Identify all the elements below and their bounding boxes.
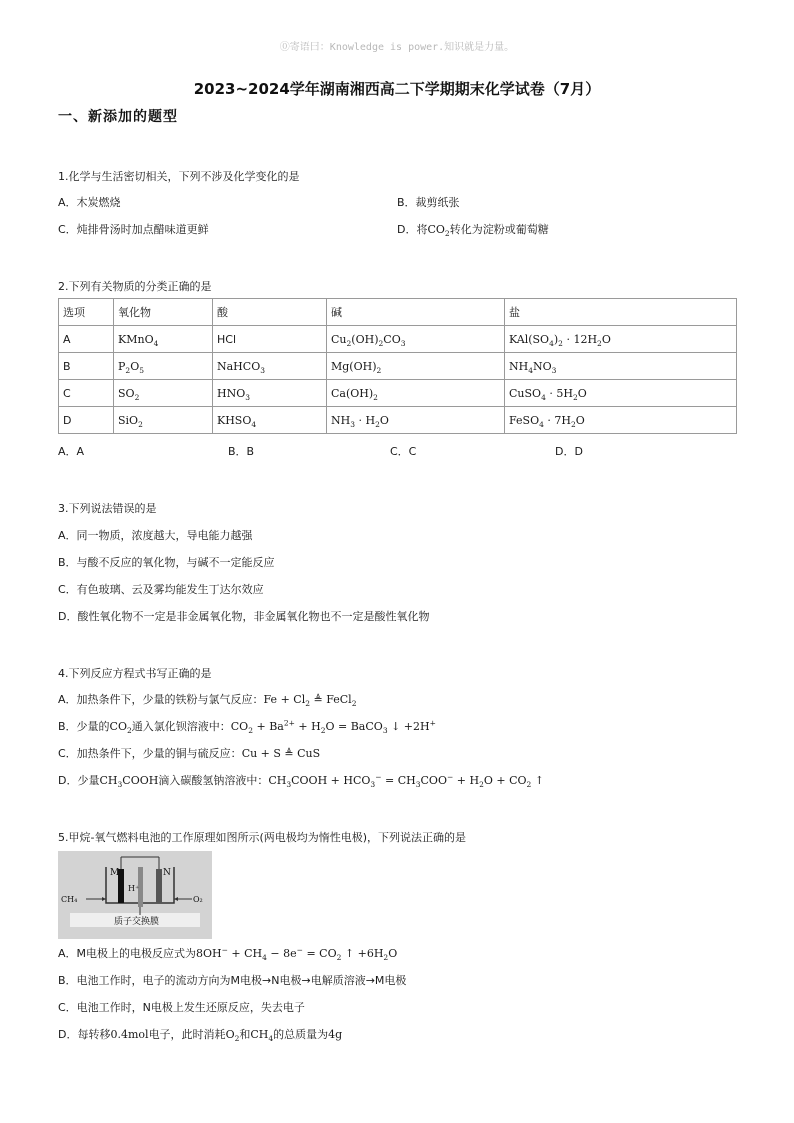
table-row <box>59 380 737 407</box>
q3-option-d[interactable]: D．酸性氧化物不一定是非金属氧化物，非金属氧化物也不一定是酸性氧化物 <box>58 610 430 623</box>
row-label: B <box>59 353 114 380</box>
q1-option-d[interactable]: D．将$CO_2$转化为淀粉或葡萄糖 <box>397 223 549 239</box>
label-membrane: 质子交换膜 <box>114 917 160 927</box>
q5-option-a[interactable]: A．M电极上的电极反应式为$8OH^- + CH_4 - 8e^- = CO_2$ ↑ $+6H_2O$ <box>58 945 398 963</box>
q4-option-b[interactable]: B．少量的$CO_2$通入氯化钡溶液中：$CO_2 + Ba^{2+} + H_2O$ = BaCO$_3$ ↓ +2H+ <box>58 718 436 736</box>
row-label: C <box>59 380 114 407</box>
header-salt: 盐 <box>505 299 737 326</box>
table-row <box>59 326 737 353</box>
fuel-cell-diagram <box>58 851 212 939</box>
q2-stem: 2.下列有关物质的分类正确的是 <box>58 280 212 293</box>
q4-stem: 4.下列反应方程式书写正确的是 <box>58 667 212 680</box>
q1-option-c[interactable]: C．炖排骨汤时加点醋味道更鲜 <box>58 223 209 236</box>
q3-option-c[interactable]: C．有色玻璃、云及雾均能发生丁达尔效应 <box>58 583 264 596</box>
q2-option-a[interactable]: A．A <box>58 445 85 458</box>
row-label: D <box>59 407 114 434</box>
q2-option-d[interactable]: D．D <box>555 445 583 458</box>
q3-option-b[interactable]: B．与酸不反应的氧化物，与碱不一定能反应 <box>58 556 275 569</box>
table-row <box>59 353 737 380</box>
label-h-plus: H⁺ <box>128 884 140 893</box>
label-o2: O₂ <box>193 895 203 904</box>
header-option: 选项 <box>59 299 114 326</box>
label-ch4: CH₄ <box>61 895 78 904</box>
cell-oxide: KMnO$_4$ <box>114 326 213 353</box>
header-base: 碱 <box>327 299 505 326</box>
page-title: 2023~2024学年湖南湘西高二下学期期末化学试卷（7月） <box>193 80 601 98</box>
cell-salt: CuSO$_4$ · $5H_2O$ <box>505 380 737 407</box>
section-heading: 一、新添加的题型 <box>58 109 178 125</box>
q5-option-b[interactable]: B．电池工作时，电子的流动方向为M电极→N电极→电解质溶液→M电极 <box>58 974 407 987</box>
cell-salt: FeSO$_4$ · $7H_2O$ <box>505 407 737 434</box>
q5-option-d[interactable]: D．每转移0.4mol电子，此时消耗$O_2$和$CH_4$的总质量为4g <box>58 1028 343 1044</box>
q5-option-c[interactable]: C．电池工作时，N电极上发生还原反应，失去电子 <box>58 1001 305 1014</box>
q1-stem: 1.化学与生活密切相关，下列不涉及化学变化的是 <box>58 170 300 183</box>
cell-oxide: $P_2O_5$ <box>114 353 213 380</box>
label-m: M <box>110 868 120 878</box>
table-row <box>59 407 737 434</box>
electrode-n <box>156 869 162 903</box>
cell-acid: NaHCO$_3$ <box>213 353 327 380</box>
q4-option-c[interactable]: C．加热条件下，少量的铜与硫反应：Cu + S ≜ CuS <box>58 747 321 760</box>
label-n: N <box>163 868 171 878</box>
cell-oxide: SiO$_2$ <box>114 407 213 434</box>
cell-oxide: $SO_2$ <box>114 380 213 407</box>
watermark: ⓪寄语曰：Knowledge is power.知识就是力量。 <box>279 42 515 53</box>
cell-acid: $HNO_3$ <box>213 380 327 407</box>
table-header-row <box>59 299 737 326</box>
q2-option-b[interactable]: B．B <box>228 445 255 458</box>
q4-option-d[interactable]: D．少量$CH_3COOH$滴入碳酸氢钠溶液中：$CH_3COOH + HCO_3^- = CH_3COO^- + H_2O + CO_2$ ↑ <box>58 772 545 790</box>
cell-base: $Ca(OH)_2$ <box>327 380 505 407</box>
q1-option-b[interactable]: B．裁剪纸张 <box>397 196 460 209</box>
row-label: A <box>59 326 114 353</box>
q2-option-c[interactable]: C．C <box>390 445 417 458</box>
cell-base: $NH_3 \cdot H_2O$ <box>327 407 505 434</box>
q5-stem: 5.甲烷-氧气燃料电池的工作原理如图所示(两电极均为惰性电极)，下列说法正确的是 <box>58 831 467 844</box>
header-oxide: 氧化物 <box>114 299 213 326</box>
classification-table <box>58 298 737 434</box>
q3-option-a[interactable]: A．同一物质，浓度越大，导电能力越强 <box>58 529 253 542</box>
cell-base: $Cu_2(OH)_2CO_3$ <box>327 326 505 353</box>
header-acid: 酸 <box>213 299 327 326</box>
q1-option-a[interactable]: A．木炭燃烧 <box>58 196 121 209</box>
cell-acid: $KHSO_4$ <box>213 407 327 434</box>
cell-salt: $NH_4NO_3$ <box>505 353 737 380</box>
q3-stem: 3.下列说法错误的是 <box>58 502 157 515</box>
cell-acid: HCl <box>213 326 327 353</box>
cell-base: $Mg(OH)_2$ <box>327 353 505 380</box>
cell-salt: $KAl(SO_4)_2 \cdot 12H_2O$ <box>505 326 737 353</box>
q4-option-a[interactable]: A．加热条件下，少量的铁粉与氯气反应：$Fe + Cl_2$ ≜ FeCl$_2$ <box>58 693 357 709</box>
